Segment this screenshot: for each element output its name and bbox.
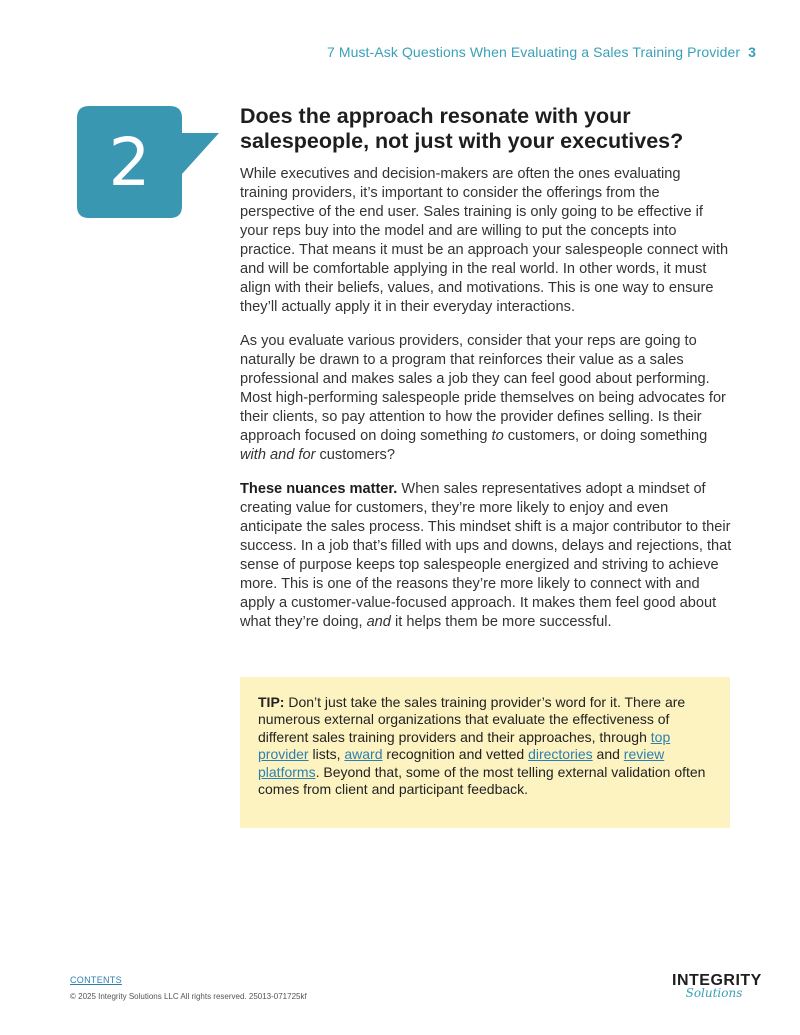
logo-tagline: Solutions: [685, 986, 743, 1000]
tip-text: Don’t just take the sales training provider’s word for it. There are numerous external organizations that evaluate the effectiveness of different sales training providers and their approaches, through: [258, 694, 686, 745]
directories-link[interactable]: directories: [528, 746, 593, 763]
tip-text: . Beyond that, some of the most telling external validation often comes from client and participant feedback.: [258, 763, 706, 798]
copyright-notice: © 2025 Integrity Solutions LLC All rights reserved. 25013-071725kf: [70, 992, 307, 1001]
tip-label: TIP:: [258, 694, 285, 710]
tip-text: lists,: [308, 746, 345, 763]
paragraph-3-lead: These nuances matter.: [240, 481, 398, 497]
main-content: [240, 104, 732, 647]
paragraph-2-emphasis: to: [491, 428, 504, 444]
paragraph-3-text: it helps them be more successful.: [390, 614, 612, 630]
paragraph-2-text: customers?: [315, 447, 395, 463]
contents-link[interactable]: CONTENTS: [70, 975, 122, 985]
running-header: [327, 44, 756, 60]
paragraph-2-text: customers, or doing something: [503, 428, 708, 444]
section-number-badge: [77, 106, 219, 218]
document-title: 7 Must-Ask Questions When Evaluating a Sales Training Provider: [326, 44, 741, 60]
tip-text: and: [592, 746, 624, 763]
tip-text: recognition and vetted: [382, 746, 529, 763]
review-platforms-link[interactable]: review platforms: [258, 746, 665, 780]
logo-wordmark: INTEGRITY: [672, 972, 762, 989]
paragraph-3-text: When sales representatives adopt a mindset of creating value for customers, they’re more likely to enjoy and even anticipate the sales process. This mindset shift is a major contributor to their success. In a job that’s filled with ups and downs, delays and rejections, that sense of purpose keeps top salespeople energized and striving to achieve more. This is one of the reasons they’re more likely to connect with and apply a customer-value-focused approach. It makes them feel good about what they’re doing,: [240, 481, 732, 630]
award-link[interactable]: award: [344, 746, 383, 763]
section-heading: Does the approach resonate with your salespeople, not just with your executives?: [240, 104, 684, 153]
section-number: 2: [108, 123, 151, 201]
tip-box: [240, 677, 730, 828]
paragraph-2-text: As you evaluate various providers, consider that your reps are going to naturally be drawn to a program that reinforces their value as a sales professional and makes sales a job they can feel good about performing. Most high-performing salespeople pride themselves on being advocates for their clients, so pay attention to how the provider defines selling. Is their approach focused on doing something: [240, 333, 726, 444]
paragraph-1: While executives and decision-makers are often the ones evaluating training providers, it’s important to consider the offerings from the perspective of the end user. Sales training is only going to be effective if your reps buy into the model and are willing to put the concepts into practice. That means it must be an approach your salespeople connect with and will be comfortable applying in the real world. In other words, it must align with their beliefs, values, and motivations. This is one way to ensure they’ll actually apply it in their everyday interactions.: [240, 166, 729, 315]
paragraph-3: [240, 480, 732, 632]
page-number: 3: [748, 44, 756, 60]
paragraph-2: [240, 332, 732, 465]
integrity-solutions-logo: [672, 972, 762, 1006]
paragraph-3-emphasis: and: [366, 614, 391, 630]
top-provider-link[interactable]: top provider: [258, 728, 671, 763]
paragraph-2-emphasis: with and for: [240, 447, 316, 463]
